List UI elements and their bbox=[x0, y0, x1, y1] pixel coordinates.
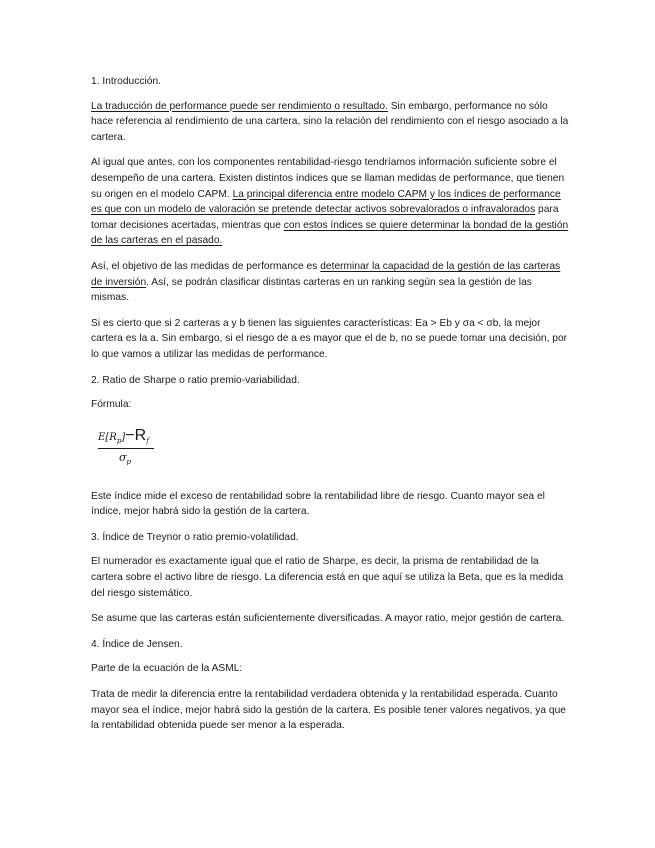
formula-label: Fórmula: bbox=[91, 399, 132, 411]
paragraph-text: Al igual que antes, con los componentes rentabilidad-riesgo tendríamos información suficiente sobre el desempeño de una cartera. Existen distintos índices que se llaman medidas de performance, que tienen su origen en el modelo CAPM. bbox=[91, 157, 565, 200]
paragraph-jensen-descripcion: Trata de medir la diferencia entre la rentabilidad verdadera obtenida y la rentabilidad esperada. Cuanto mayor sea el índice, mejor habrá sido la gestión de la cartera. Es posible tener valores negativos, ya que la rentabilidad obtenida puede ser menor a la esperada. bbox=[91, 689, 566, 732]
underlined-phrase: La traducción de performance puede ser rendimiento o resultado. bbox=[91, 100, 388, 112]
section-heading-sharpe: 2. Ratio de Sharpe o ratio premio-variabilidad. bbox=[91, 374, 300, 386]
underlined-phrase: con estos índices se quiere determinar la bondad de la gestión de las carteras en el pasado. bbox=[91, 219, 569, 247]
paragraph-objetivo bbox=[91, 259, 571, 306]
sharpe-formula bbox=[91, 423, 571, 481]
section-heading-treynor: 3. Índice de Treynor o ratio premio-volatilidad. bbox=[91, 531, 299, 543]
paragraph-text: . Así, se podrán clasificar distintas carteras en un ranking según sea la gestión de las mismas. bbox=[91, 276, 532, 304]
section-heading-jensen: 4. Índice de Jensen. bbox=[91, 638, 183, 650]
paragraph-traduccion bbox=[91, 99, 571, 146]
formula-expectation: E bbox=[98, 431, 106, 443]
paragraph-treynor-descripcion: El numerador es exactamente igual que el ratio de Sharpe, es decir, la prisma de rentabilidad de la cartera sobre el activo libre de riesgo. La diferencia está en que aquí se utiliza la Beta, que es la medida del riesgo sistemático. bbox=[91, 556, 564, 599]
formula-denominator bbox=[119, 451, 131, 464]
formula-riskfree: R bbox=[134, 426, 147, 444]
paragraph-sharpe-descripcion: Este índice mide el exceso de rentabilidad sobre la rentabilidad libre de riesgo. Cuanto mayor sea el índice, mejor habrá sido la gestión de la cartera. bbox=[91, 490, 545, 518]
paragraph-indices-performance bbox=[91, 155, 571, 249]
underlined-phrase: La principal diferencia entre modelo CAPM y los índices de performance es que con un modelo de valoración se pretende detectar activos sobrevalorados o infravalorados bbox=[91, 188, 561, 216]
paragraph-text: Sin embargo, performance no sólo hace referencia al rendimiento de una cartera, sino la relación del rendimiento con el riesgo asociado a la cartera. bbox=[91, 100, 569, 143]
paragraph-asml: Parte de la ecuación de la ASML: bbox=[91, 663, 243, 675]
underlined-phrase: determinar la capacidad de la gestión de las carteras de inversión bbox=[91, 260, 561, 288]
document-body bbox=[91, 74, 571, 744]
paragraph-text: Así, el objetivo de las medidas de performance es bbox=[91, 260, 321, 272]
formula-portfolio-sub: p bbox=[116, 436, 122, 445]
formula-return: R bbox=[109, 431, 117, 443]
paragraph-treynor-diversificacion: Se asume que las carteras están suficientemente diversificadas. A mayor ratio, mejor gestión de cartera. bbox=[91, 613, 565, 625]
formula-riskfree-sub: f bbox=[146, 436, 149, 445]
formula-fraction-bar bbox=[98, 448, 154, 449]
paragraph-carteras-a-b: Si es cierto que si 2 carteras a y b tienen las siguientes características: Ea > Eb y σa < σb, la mejor cartera es la a. Sin embargo, si el riesgo de a es mayor que el de b, no se puede tomar una decisión, por lo que vamos a utilizar las medidas de performance. bbox=[91, 317, 568, 360]
formula-numerator: $E[R_p]-R_f$ bbox=[98, 426, 149, 445]
formula-sigma-sub: p bbox=[126, 457, 132, 466]
formula-sigma: σ bbox=[119, 450, 127, 464]
section-heading-introduccion: 1. Introducción. bbox=[91, 76, 161, 87]
formula-minus: − bbox=[125, 426, 135, 444]
paragraph-text: para tomar decisiones acertadas, mientras que bbox=[91, 204, 559, 231]
